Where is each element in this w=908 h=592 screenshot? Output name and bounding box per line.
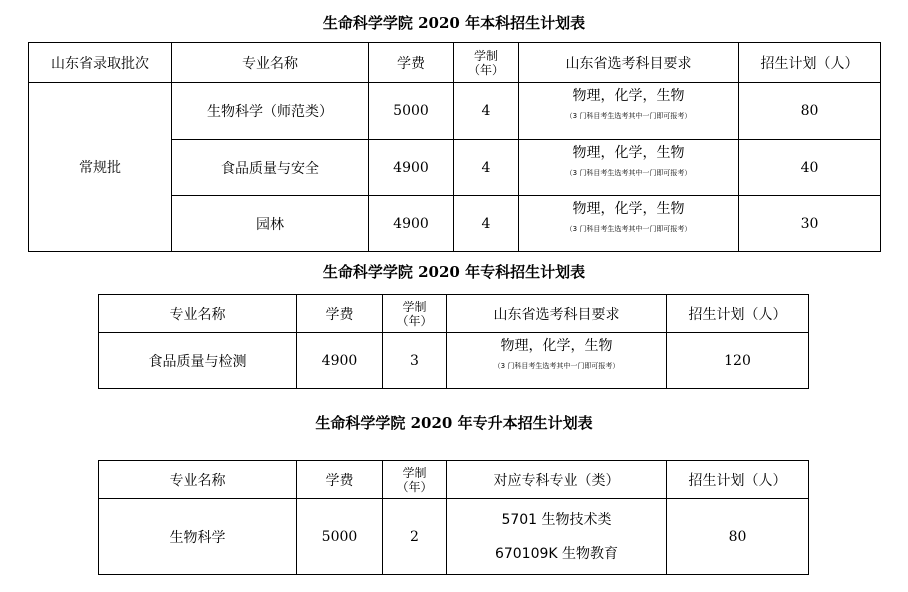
header-years-line2: （年） (467, 62, 504, 77)
upgrade-plan-table (98, 460, 809, 575)
table-row (99, 499, 809, 575)
upgrade-plan-title: 生命科学学院 2020 年专升本招生计划表 (315, 414, 593, 432)
subjects-cell (519, 83, 739, 140)
table-row (29, 83, 881, 140)
subjects-text: 物理，化学，生物 (572, 88, 685, 104)
related-cell (447, 499, 667, 575)
major-cell: 食品质量与安全 (172, 140, 369, 196)
header-major: 专业名称 (172, 43, 369, 83)
fee-cell: 4900 (369, 196, 454, 252)
header-years-line2: （年） (396, 313, 433, 328)
header-years-line1: 学制 (402, 299, 427, 314)
subjects-note: （3 门科目考生选考其中一门即可报考） (565, 225, 692, 233)
header-subjects: 山东省选考科目要求 (447, 295, 667, 333)
subjects-cell (447, 333, 667, 389)
major-cell: 生物科学（师范类） (172, 83, 369, 140)
undergrad-plan-table (28, 42, 881, 252)
header-years (383, 461, 447, 499)
major-cell: 食品质量与检测 (99, 333, 297, 389)
header-years-line2: （年） (396, 479, 433, 494)
fee-cell: 4900 (297, 333, 383, 389)
plan-cell: 120 (667, 333, 809, 389)
years-cell: 3 (383, 333, 447, 389)
header-major: 专业名称 (99, 295, 297, 333)
table-row (99, 333, 809, 389)
batch-value: 常规批 (29, 83, 172, 252)
header-fee: 学费 (369, 43, 454, 83)
subjects-text: 物理，化学，生物 (572, 145, 685, 161)
header-years-line1: 学制 (473, 48, 498, 63)
header-subjects: 山东省选考科目要求 (519, 43, 739, 83)
header-plan: 招生计划（人） (739, 43, 881, 83)
years-cell: 4 (454, 140, 519, 196)
header-row (99, 295, 809, 333)
header-major: 专业名称 (99, 461, 297, 499)
subjects-text: 物理，化学，生物 (500, 338, 613, 354)
related-line-2: 670109K 生物教育 (494, 545, 619, 562)
fee-cell: 5000 (297, 499, 383, 575)
subjects-text: 物理，化学，生物 (572, 201, 685, 217)
header-related: 对应专科专业（类） (447, 461, 667, 499)
subjects-cell (519, 140, 739, 196)
fee-cell: 5000 (369, 83, 454, 140)
years-cell: 4 (454, 196, 519, 252)
header-fee: 学费 (297, 461, 383, 499)
related-line-1: 5701 生物技术类 (501, 511, 612, 528)
plan-cell: 30 (739, 196, 881, 252)
plan-cell: 40 (739, 140, 881, 196)
undergrad-plan-title: 生命科学学院 2020 年本科招生计划表 (322, 14, 586, 32)
college-plan-title: 生命科学学院 2020 年专科招生计划表 (322, 263, 586, 281)
years-cell: 2 (383, 499, 447, 575)
header-years (383, 295, 447, 333)
header-row (99, 461, 809, 499)
fee-cell: 4900 (369, 140, 454, 196)
subjects-note: （3 门科目考生选考其中一门即可报考） (493, 362, 620, 370)
college-plan-table (98, 294, 809, 389)
plan-cell: 80 (667, 499, 809, 575)
years-cell: 4 (454, 83, 519, 140)
plan-cell: 80 (739, 83, 881, 140)
subjects-note: （3 门科目考生选考其中一门即可报考） (565, 169, 692, 177)
header-plan: 招生计划（人） (667, 461, 809, 499)
header-plan: 招生计划（人） (667, 295, 809, 333)
header-fee: 学费 (297, 295, 383, 333)
major-cell: 园林 (172, 196, 369, 252)
major-cell: 生物科学 (99, 499, 297, 575)
subjects-cell (519, 196, 739, 252)
header-years-line1: 学制 (402, 465, 427, 480)
header-years (454, 43, 519, 83)
header-row (29, 43, 881, 83)
header-batch: 山东省录取批次 (29, 43, 172, 83)
subjects-note: （3 门科目考生选考其中一门即可报考） (565, 112, 692, 120)
